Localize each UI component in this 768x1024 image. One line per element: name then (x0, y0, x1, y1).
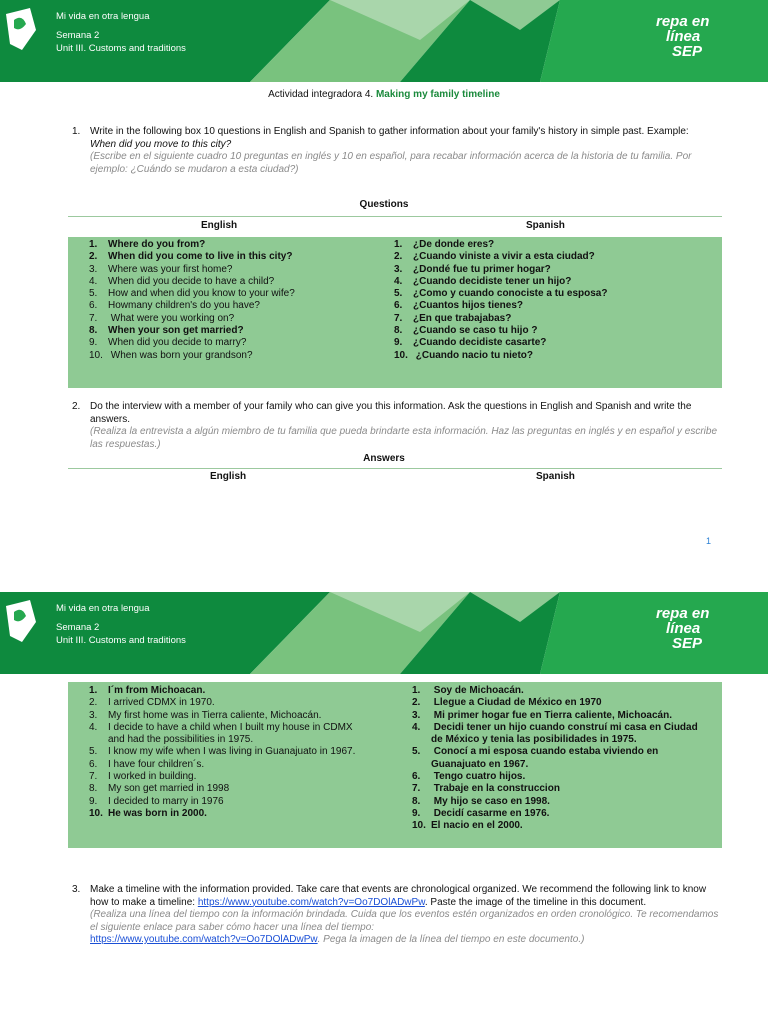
week-label: Semana 2 (56, 622, 100, 633)
questions-spanish-list (394, 239, 607, 362)
question-item: 6. ¿Cuantos hijos tienes? (394, 300, 524, 312)
answer-item: 6. I have four children´s. (89, 758, 205, 770)
answer-item: 4. Decidi tener un hijo cuando construí mi casa en Ciudad (412, 721, 698, 733)
question-item: 5. ¿Como y cuando conociste a tu esposa? (394, 288, 608, 300)
question-item: 5. How and when did you know to your wife? (89, 288, 295, 300)
questions-english-head: English (201, 220, 238, 231)
answer-item: 5. Conocí a mi esposa cuando estaba viviendo en (412, 746, 659, 758)
questions-english-list (89, 239, 295, 362)
answer-item: 7. Trabaje en la construccion (412, 783, 560, 795)
answer-item: 2. I arrived CDMX in 1970. (89, 697, 215, 709)
answers-title: Answers (363, 453, 405, 464)
question-item: 4. ¿Cuando decidiste tener un hijo? (394, 275, 572, 287)
question-item: 8. When your son get married? (89, 325, 244, 337)
question-item: 1. Where do you from? (89, 239, 206, 250)
logo-text: repa en línea SEP (656, 13, 710, 60)
instruction-2: 2. Do the interview with a member of your family who can give you this information. Ask the questions in English and Spanish and write the answers. (Realiza la entrevista a algún miembro de tu familia que pueda brindarte esta información. Haz las preguntas en inglés y en español y escribe las respuestas.) (72, 401, 718, 450)
page-number: 1 (706, 536, 712, 546)
answer-item: 7. I worked in building. (89, 771, 197, 783)
week-label: Semana 2 (56, 30, 100, 41)
answers-spanish-head: Spanish (536, 471, 575, 482)
answers-box (68, 682, 722, 848)
question-item: 7. What were you working on? (89, 312, 235, 324)
answer-item: 9. I decided to marry in 1976 (89, 795, 224, 807)
activity-title: Actividad integradora 4. Making my family timeline (268, 89, 500, 100)
question-item: 4. When did you decide to have a child? (89, 275, 275, 287)
timeline-video-link-es[interactable]: https://www.youtube.com/watch?v=Oo7DOlADwPw (90, 934, 318, 945)
question-item: 10. When was born your grandson? (89, 349, 253, 361)
unit-label: Unit III. Customs and traditions (56, 43, 186, 54)
question-item: 2. When did you come to live in this city? (89, 251, 293, 263)
answers-english-head: English (210, 471, 247, 482)
answer-item: Guanajuato en 1967. (431, 758, 529, 770)
divider (68, 468, 722, 469)
question-item: 9. ¿Cuando decidiste casarte? (394, 337, 547, 349)
instruction-1: 1. Write in the following box 10 questions in English and Spanish to gather information about your family's history in simple past. Example: When did you move to this city? (Escribe en el siguiente cuadro 10 preguntas en inglés y 10 en español, para recabar información acerca de la historia de tu familia. Por ejemplo: ¿Cuándo se mudaron a esta ciudad?) (72, 126, 692, 175)
question-item: 1. ¿De donde eres? (394, 239, 495, 250)
questions-spanish-head: Spanish (526, 220, 565, 231)
unit-label: Unit III. Customs and traditions (56, 635, 186, 646)
answer-item: 1. I´m from Michoacan. (89, 685, 206, 696)
divider (68, 216, 722, 217)
answer-item: 3. My first home was in Tierra caliente, Michoacán. (89, 709, 322, 721)
question-item: 9. When did you decide to marry? (89, 337, 247, 349)
timeline-video-link[interactable]: https://www.youtube.com/watch?v=Oo7DOlADwPw (197, 896, 425, 908)
question-item: 7. ¿En que trabajabas? (394, 312, 512, 324)
question-item: 2. ¿Cuando viniste a vivir a esta ciudad? (394, 251, 595, 263)
question-item: 6. Howmany children's do you have? (89, 300, 260, 312)
questions-title: Questions (359, 199, 409, 210)
answer-item: 10. El nacio en el 2000. (412, 820, 523, 832)
answer-item: 6. Tengo cuatro hijos. (412, 771, 526, 783)
answer-item: and had the possibilities in 1975. (108, 734, 254, 746)
answer-item: 3. Mi primer hogar fue en Tierra caliente, Michoacán. (412, 709, 672, 721)
answer-item: 2. Llegue a Ciudad de México en 1970 (412, 697, 602, 709)
answer-item: 9. Decidí casarme en 1976. (412, 807, 550, 819)
question-item: 3. Where was your first home? (89, 263, 233, 275)
answers-english-list (89, 685, 355, 820)
page-2 (0, 570, 768, 1024)
prepa-logo-icon (0, 0, 110, 60)
instruction-3: 3. Make a timeline with the information provided. Take care that events are chronological organized. We recommend the following link to know how to make a timeline: https://www.youtube.com/watch?v=Oo7DOlADwPw. Paste the image of the timeline in this document. (Realiza una línea del tiempo con la información brindada. Cuida que los eventos estén organizados en orden cronológico. Te recomendamos el siguiente enlace para saber cómo hacer una línea del tiempo: https://www.youtube.com/watch?v=Oo7DOlADwPw. Pega la imagen de la línea del tiempo en este documento.) (72, 884, 719, 945)
header-banner (0, 592, 768, 674)
answer-item: 5. I know my wife when I was living in Guanajuato in 1967. (89, 746, 356, 758)
header-banner (0, 0, 768, 82)
course-name: Mi vida en otra lengua (56, 603, 150, 614)
question-item: 8. ¿Cuando se caso tu hijo ? (394, 325, 538, 337)
answer-item: 8. My hijo se caso en 1998. (412, 795, 550, 807)
answer-item: 10. He was born in 2000. (89, 807, 207, 819)
answer-item: 1. Soy de Michoacán. (412, 685, 524, 696)
prepa-logo-icon (0, 592, 110, 652)
answer-item: de México y tenia las posibilidades in 1975. (431, 734, 637, 746)
course-name: Mi vida en otra lengua (56, 11, 150, 22)
logo-text: repa en línea SEP (656, 605, 710, 652)
questions-box (68, 237, 722, 388)
answer-item: 4. I decide to have a child when I built my house in CDMX (89, 721, 353, 733)
question-item: 3. ¿Dondé fue tu primer hogar? (394, 263, 551, 275)
answer-item: 8. My son get married in 1998 (89, 783, 230, 795)
question-item: 10. ¿Cuando nacio tu nieto? (394, 349, 533, 361)
answers-spanish-list (412, 685, 698, 833)
